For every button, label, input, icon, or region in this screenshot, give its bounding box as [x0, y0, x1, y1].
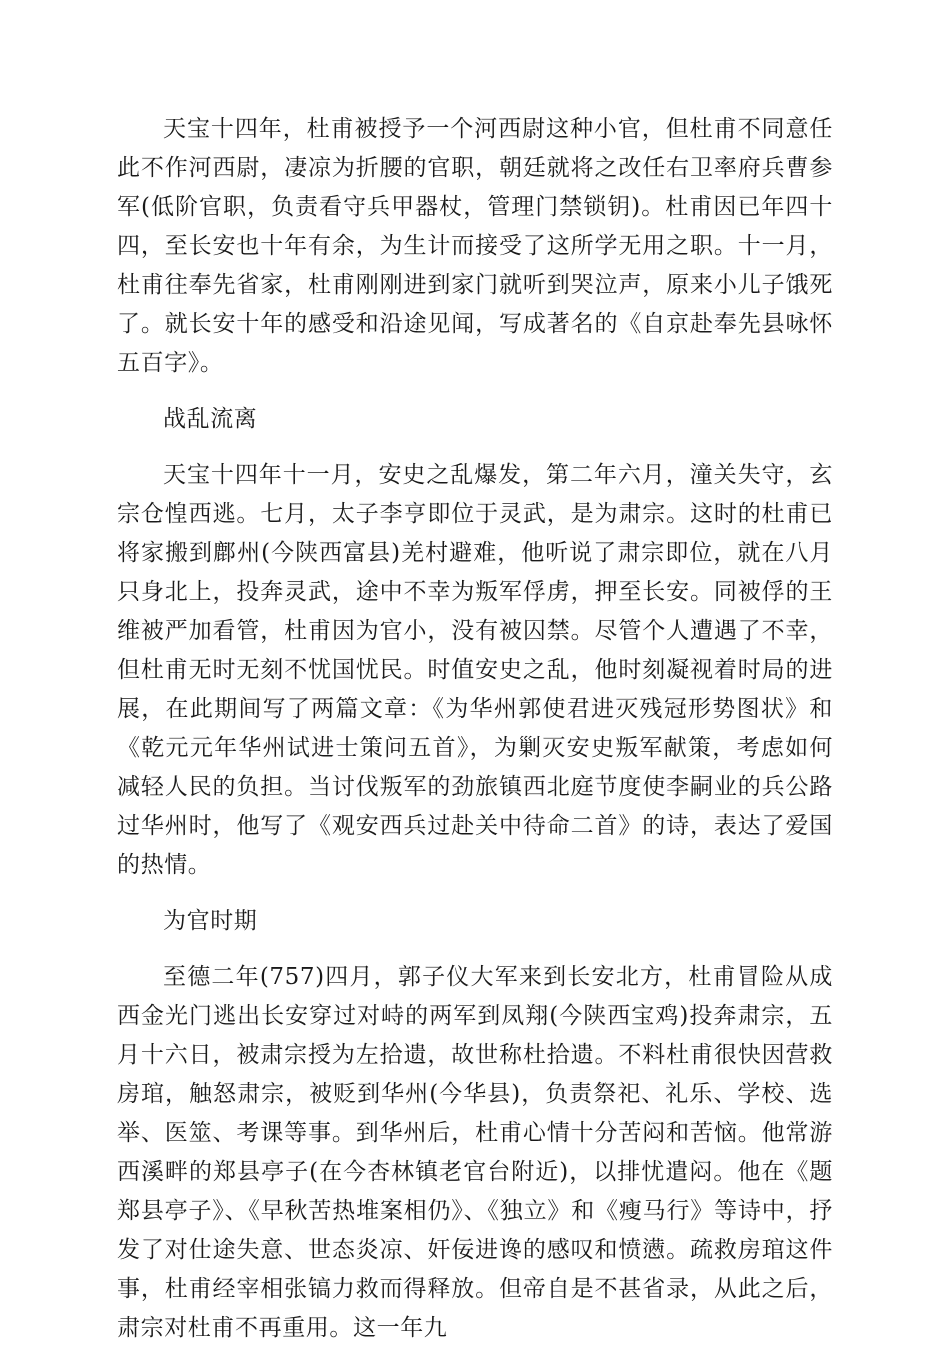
- paragraph-tianbao: 天宝十四年，杜甫被授予一个河西尉这种小官，但杜甫不同意任此不作河西尉，凄凉为折腰的官职，朝廷就将之改任右卫率府兵曹参军(低阶官职，负责看守兵甲器杖，管理门禁锁钥)。杜甫因已年四十四，至长安也十年有余，为生计而接受了这所学无用之职。十一月，杜甫往奉先省家，杜甫刚刚进到家门就听到哭泣声，原来小儿子饿死了。就长安十年的感受和沿途见闻，写成著名的《自京赴奉先县咏怀五百字》。: [117, 116, 833, 376]
- paragraph-zhide: 至德二年(757)四月，郭子仪大军来到长安北方，杜甫冒险从成西金光门逃出长安穿过对峙的两军到凤翔(今陕西宝鸡)投奔肃宗，五月十六日，被肃宗授为左拾遗，故世称杜拾遗。不料杜甫很快因营救房琯，触怒肃宗，被贬到华州(今华县)，负责祭祀、礼乐、学校、选举、医筮、考课等事。到华州后，杜甫心情十分苦闷和苦恼。他常游西溪畔的郑县亭子(在今杏林镇老官台附近)，以排忧遣闷。他在《题郑县亭子》、《早秋苦热堆案相仍》、《独立》和《瘦马行》等诗中，抒发了对仕途失意、世态炎凉、奸佞进谗的感叹和愤懑。疏救房琯这件事，杜甫经宰相张镐力救而得释放。但帝自是不甚省录，从此之后，肃宗对杜甫不再重用。这一年九: [117, 964, 833, 1341]
- document-body: [117, 110, 833, 1365]
- section-heading-official: 为官时期: [163, 908, 258, 934]
- section-heading-war: 战乱流离: [163, 406, 258, 432]
- paragraph-anshi-rebellion: 天宝十四年十一月，安史之乱爆发，第二年六月，潼关失守，玄宗仓惶西逃。七月，太子李亨即位于灵武，是为肃宗。这时的杜甫已将家搬到鄜州(今陕西富县)羌村避难，他听说了肃宗即位，就在八月只身北上，投奔灵武，途中不幸为叛军俘虏，押至长安。同被俘的王维被严加看管，杜甫因为官小，没有被囚禁。尽管个人遭遇了不幸，但杜甫无时无刻不忧国忧民。时值安史之乱，他时刻凝视着时局的进展，在此期间写了两篇文章：《为华州郭使君进灭残冠形势图状》和《乾元元年华州试进士策问五首》，为剿灭安史叛军献策，考虑如何减轻人民的负担。当讨伐叛军的劲旅镇西北庭节度使李嗣业的兵公路过华州时，他写了《观安西兵过赴关中待命二首》的诗，表达了爱国的热情。: [117, 462, 833, 878]
